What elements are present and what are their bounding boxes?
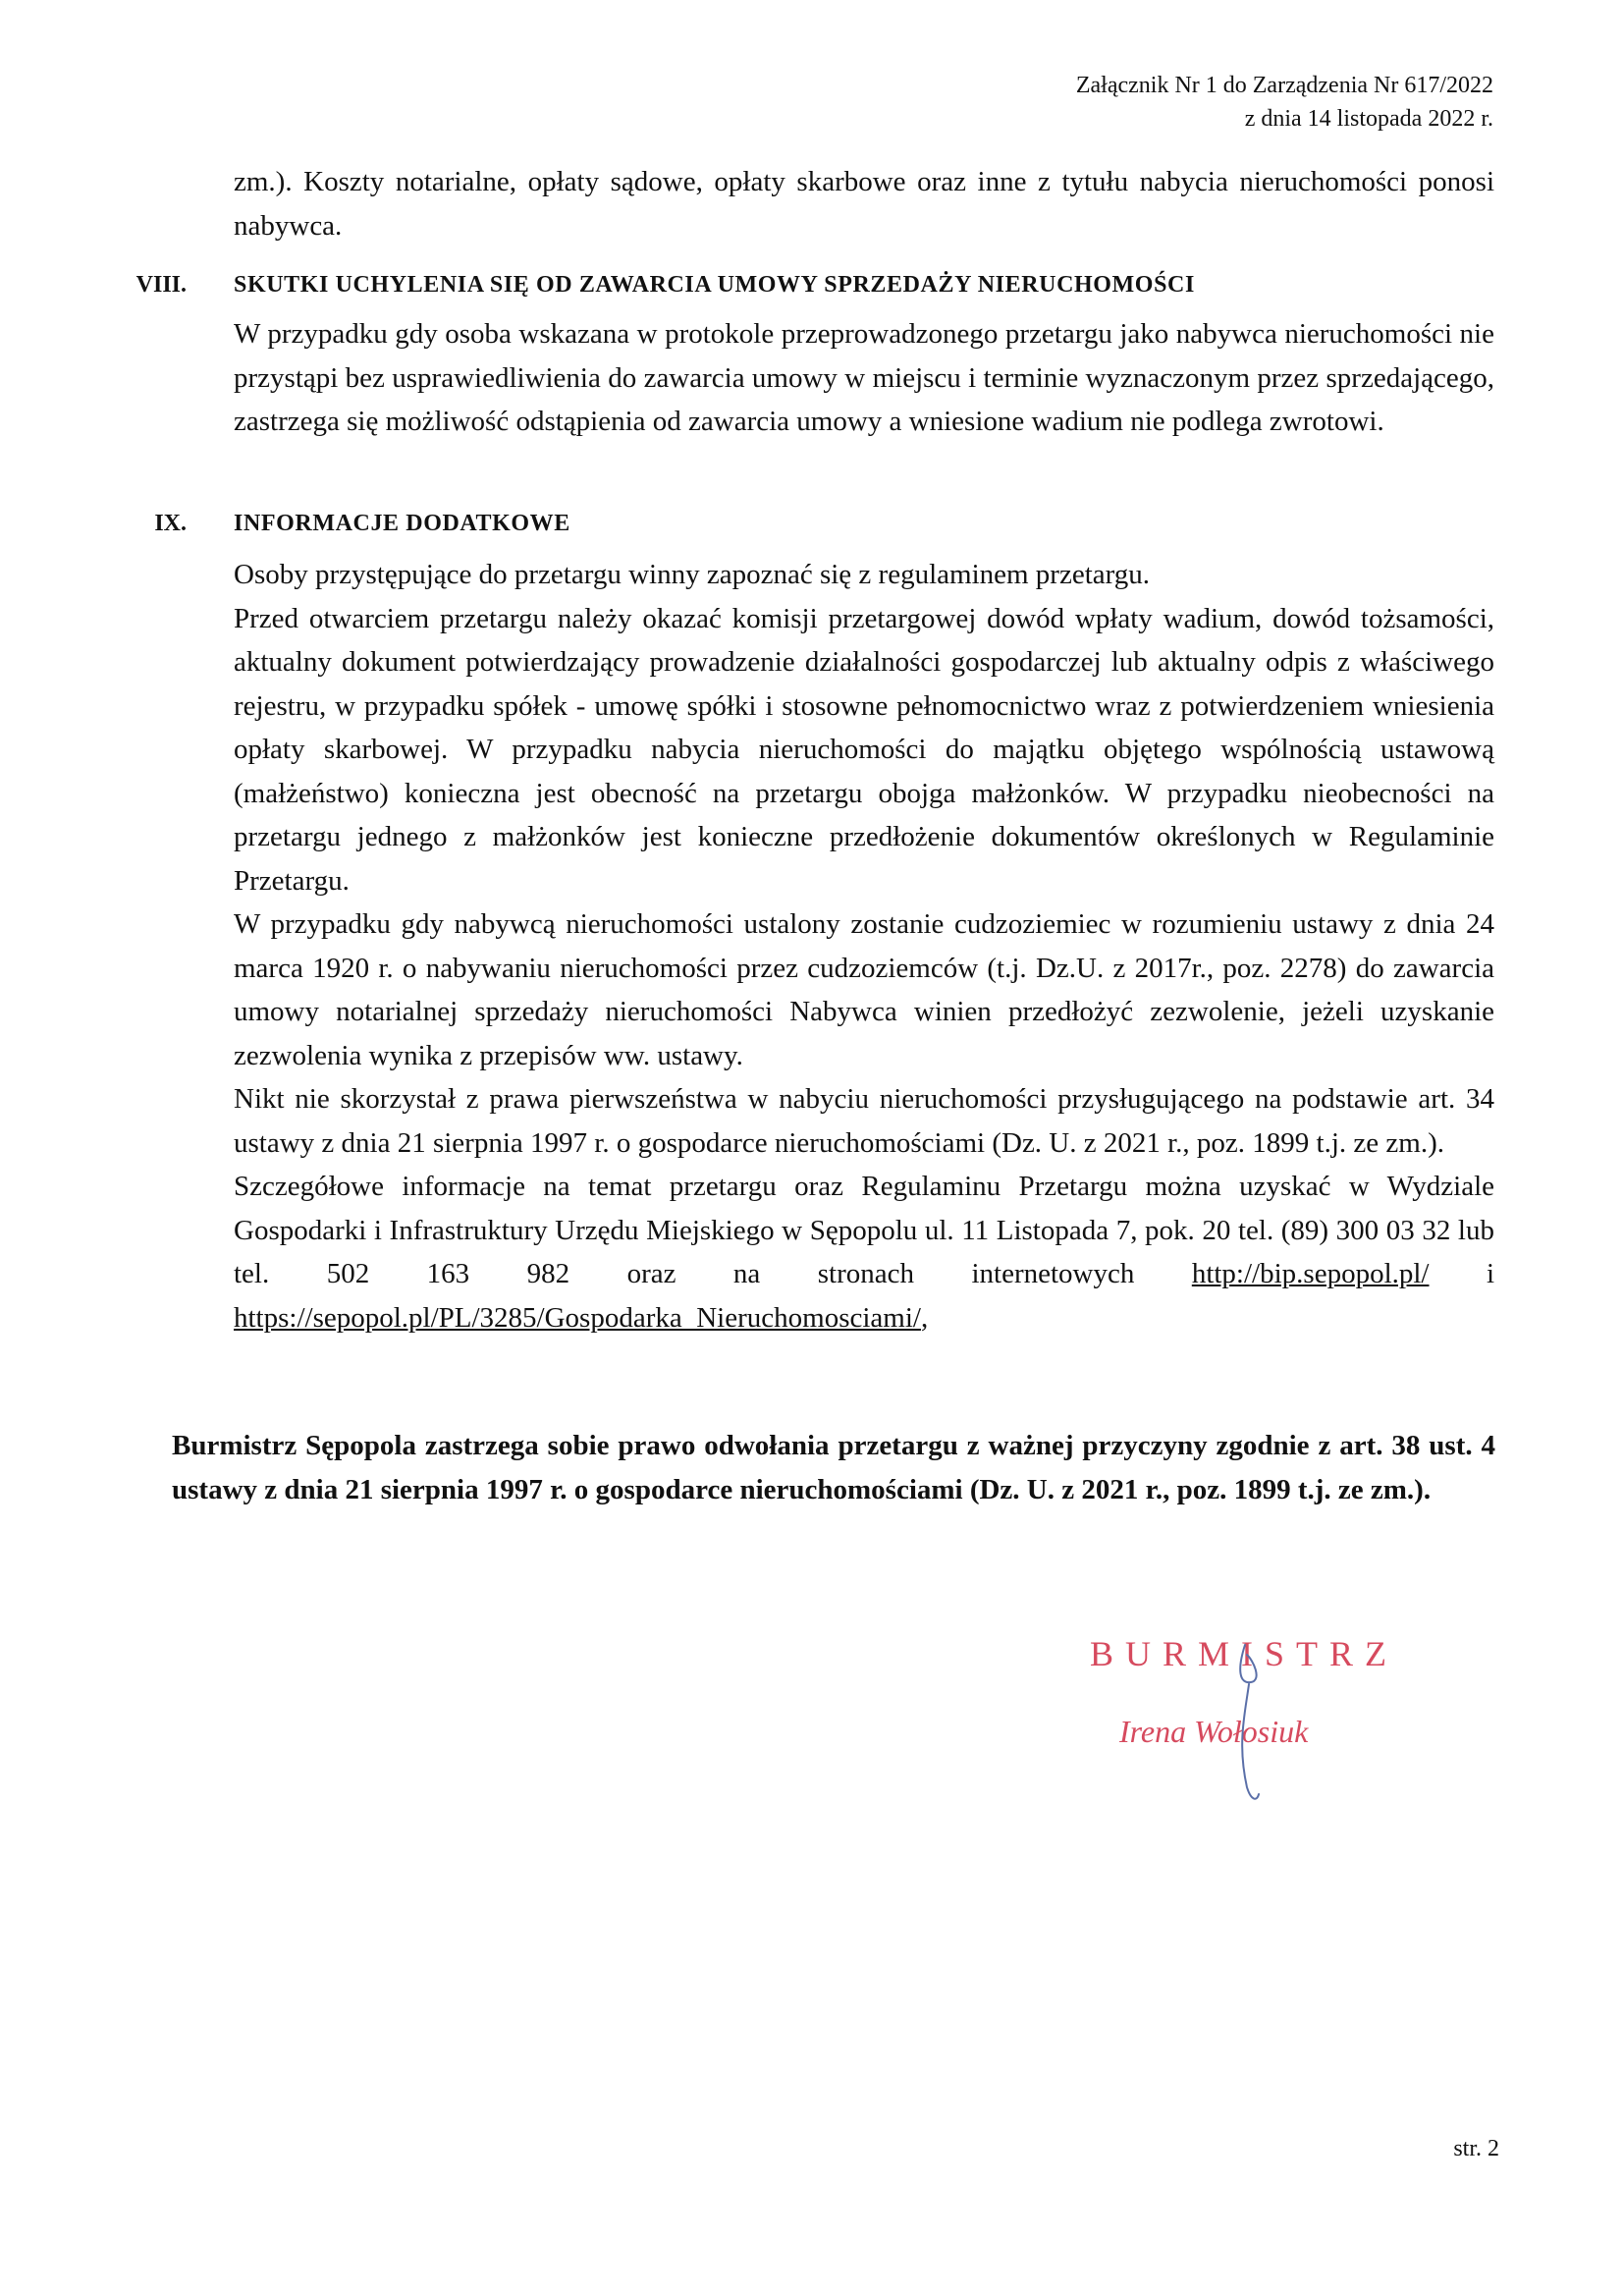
section-viii-paragraph: W przypadku gdy osoba wskazana w protokole przeprowadzonego przetargu jako nabywca nieruchomości nie przystąpi bez usprawiedliwienia do zawarcia umowy w miejscu i terminie wyznaczonym przez sprzedającego, zastrzega się możliwość odstąpienia od zawarcia umowy a wniesione wadium nie podlega zwrotowi. [234, 318, 1494, 437]
intro-paragraph [234, 160, 1494, 247]
contact-text: Szczegółowe informacje na temat przetargu oraz Regulaminu Przetargu można uzyskać w Wydziale Gospodarki i Infrastruktury Urzędu Miejskiego w Sępopolu ul. 11 Listopada 7, pok. 20 tel. (89) 300 03 32 lub tel. 502 163 982 oraz na stronach internetowych [234, 1171, 1494, 1289]
gospodarka-link[interactable]: https://sepopol.pl/PL/3285/Gospodarka_Nieruchomosciami/ [234, 1301, 921, 1334]
section-ix-paragraph-3: W przypadku gdy nabywcą nieruchomości ustalony zostanie cudzoziemiec w rozumieniu ustawy z dnia 24 marca 1920 r. o nabywaniu nieruchomości przez cudzoziemców (t.j. Dz.U. z 2017r., poz. 2278) do zawarcia umowy notarialnej sprzedaży nieruchomości Nabywca winien przedłożyć zezwolenie, jeżeli uzyskanie zezwolenia wynika z przepisów ww. ustawy. [234, 908, 1494, 1071]
handwritten-signature [1208, 1615, 1316, 1812]
attachment-header [1076, 69, 1493, 136]
stamp-name: Irena Wołosiuk [1119, 1714, 1309, 1749]
section-number-ix: IX. [154, 511, 187, 536]
stamp-title: BURMISTRZ [1090, 1634, 1399, 1673]
header-line-2: z dnia 14 listopada 2022 r. [1244, 106, 1493, 132]
section-body-ix [234, 553, 1494, 1339]
closing-statement: Burmistrz Sępopola zastrzega sobie prawo odwołania przetargu z ważnej przyczyny zgodnie z art. 38 ust. 4 ustawy z dnia 21 sierpnia 1997 r. o gospodarce nieruchomościami (Dz. U. z 2021 r., poz. 1899 t.j. ze zm.). [172, 1430, 1495, 1505]
section-ix-paragraph-4: Nikt nie skorzystał z prawa pierwszeństwa w nabyciu nieruchomości przysługującego na podstawie art. 34 ustawy z dnia 21 sierpnia 1997 r. o gospodarce nieruchomościami (Dz. U. z 2021 r., poz. 1899 t.j. ze zm.). [234, 1083, 1494, 1159]
section-body-viii [234, 312, 1494, 444]
header-line-1: Załącznik Nr 1 do Zarządzenia Nr 617/2022 [1075, 73, 1493, 98]
intro-text: zm.). Koszty notarialne, opłaty sądowe, opłaty skarbowe oraz inne z tytułu nabycia nieruchomości ponosi nabywca. [234, 166, 1494, 242]
bip-link[interactable]: http://bip.sepopol.pl/ [1191, 1258, 1430, 1289]
contact-end: , [920, 1301, 929, 1334]
contact-connector: i [1429, 1258, 1494, 1289]
section-ix-paragraph-2: Przed otwarciem przetargu należy okazać komisji przetargowej dowód wpłaty wadium, dowód tożsamości, aktualny dokument potwierdzający prowadzenie działalności gospodarczej lub aktualny odpis z właściwego rejestru, w przypadku spółek - umowę spółki i stosowne pełnomocnictwo wraz z potwierdzeniem wniesienia opłaty skarbowej. W przypadku nabycia nieruchomości do majątku objętego wspólnością ustawową (małżeństwo) konieczna jest obecność na przetargu obojga małżonków. W przypadku nieobecności na przetargu jednego z małżonków jest konieczne przedłożenie dokumentów określonych w Regulaminie Przetargu. [234, 602, 1494, 897]
section-number-viii: VIII. [135, 272, 187, 298]
section-title-ix: INFORMACJE DODATKOWE [234, 511, 570, 536]
mayor-stamp [1070, 1615, 1424, 1812]
page-number: str. 2 [1453, 2136, 1499, 2161]
section-ix-contact-paragraph [234, 1165, 1494, 1339]
section-title-viii: SKUTKI UCHYLENIA SIĘ OD ZAWARCIA UMOWY SPRZEDAŻY NIERUCHOMOŚCI [234, 272, 1195, 298]
section-ix-paragraph-1: Osoby przystępujące do przetargu winny zapoznać się z regulaminem przetargu. [234, 559, 1151, 590]
